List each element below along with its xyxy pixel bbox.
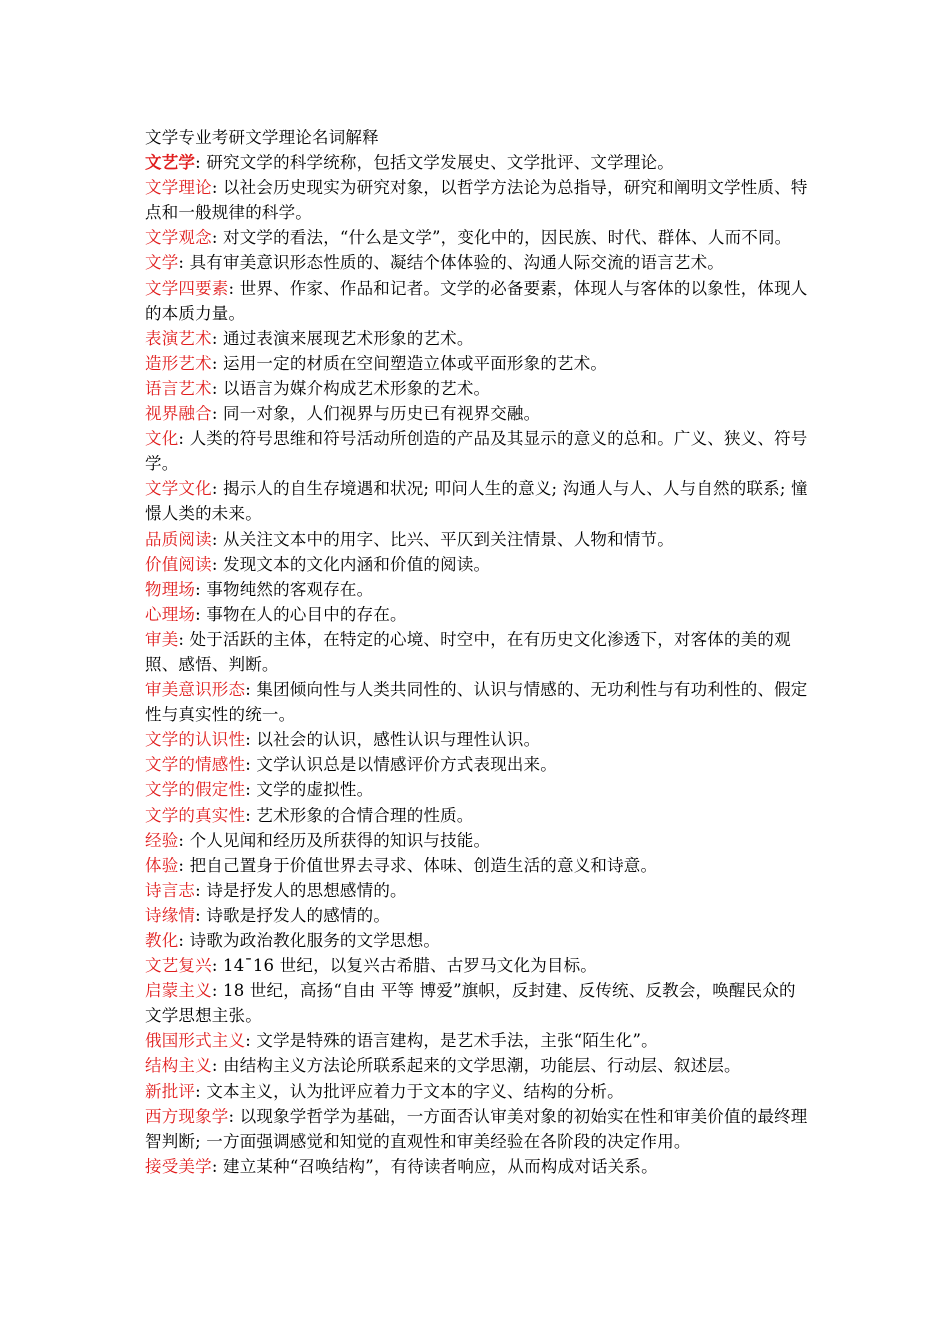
glossary-entry <box>145 803 810 828</box>
glossary-entry <box>145 903 810 928</box>
glossary-entry <box>145 175 810 225</box>
glossary-definition: : 以社会的认识，感性认识与理性认识。 <box>245 730 541 750</box>
glossary-term: 教化 <box>145 931 179 950</box>
glossary-definition: : 以社会历史现实为研究对象，以哲学方法论为总指导，研究和阐明文学性质、特点和一般规律的科学。 <box>145 178 808 223</box>
glossary-term: 文学观念 <box>145 228 212 248</box>
glossary-entry <box>145 326 810 351</box>
glossary-definition: : 对文学的看法，“什么是文学”，变化中的，因民族、时代、群体、人而不同。 <box>211 228 792 248</box>
glossary-term: 文化 <box>145 429 179 449</box>
glossary-definition: : 通过表演来展现艺术形象的艺术。 <box>211 328 474 348</box>
glossary-term: 价值阅读 <box>145 554 212 574</box>
glossary-term: 文学理论 <box>145 178 212 198</box>
glossary-term: 文学的假定性 <box>145 780 246 800</box>
glossary-definition: : 同一对象，人们视界与历史已有视界交融。 <box>211 404 541 424</box>
glossary-entry <box>145 225 810 250</box>
glossary-term: 启蒙主义 <box>145 981 212 1001</box>
glossary-definition: : 艺术形象的合情合理的性质。 <box>245 805 474 825</box>
glossary-term: 结构主义 <box>145 1056 212 1076</box>
glossary-term: 语言艺术 <box>145 378 212 398</box>
glossary-definition: : 诗歌是抒发人的感情的。 <box>195 905 391 925</box>
glossary-entry <box>145 978 810 1028</box>
glossary-definition: : 由结构主义方法论所联系起来的文学思潮，功能层、行动层、叙述层。 <box>211 1056 741 1076</box>
glossary-definition: : 文学的虚拟性。 <box>245 780 374 800</box>
glossary-definition: : 研究文学的科学统称，包括文学发展史、文学批评、文学理论。 <box>195 153 674 173</box>
glossary-list <box>145 150 810 1179</box>
glossary-term: 文学文化 <box>145 479 212 499</box>
glossary-term: 体验 <box>145 855 179 875</box>
glossary-definition: : 世界、作家、作品和记者。文学的必备要素，体现人与客体的以象性，体现人的本质力量。 <box>145 278 808 323</box>
glossary-definition: : 建立某种“召唤结构”，有待读者响应，从而构成对话关系。 <box>211 1156 658 1176</box>
glossary-entry <box>145 276 810 326</box>
glossary-entry <box>145 577 810 602</box>
glossary-definition: : 诗歌为政治教化服务的文学思想。 <box>178 931 441 950</box>
glossary-term: 审美 <box>145 629 179 649</box>
glossary-definition: : 从关注文本中的用字、比兴、平仄到关注情景、人物和情节。 <box>211 529 674 549</box>
glossary-entry <box>145 552 810 577</box>
glossary-entry <box>145 627 810 677</box>
document-title: 文学专业考研文学理论名词解释 <box>145 128 379 147</box>
glossary-entry <box>145 401 810 426</box>
glossary-term: 文艺复兴 <box>145 956 212 976</box>
glossary-term: 俄国形式主义 <box>145 1031 246 1051</box>
glossary-definition: : 诗是抒发人的思想感情的。 <box>195 880 407 900</box>
glossary-entry <box>145 1154 810 1179</box>
glossary-entry <box>145 1079 810 1104</box>
glossary-term: 文学四要素 <box>145 278 229 298</box>
glossary-entry <box>145 250 810 275</box>
glossary-definition: : 具有审美意识形态性质的、凝结个体体验的、沟通人际交流的语言艺术。 <box>178 253 725 273</box>
glossary-term: 新批评 <box>145 1081 196 1101</box>
glossary-definition: : 以现象学哲学为基础，一方面否认审美对象的初始实在性和审美价值的最终理智判断; 一方面强调感觉和知觉的直观性和审美经验在各阶段的决定作用。 <box>145 1106 808 1151</box>
glossary-entry <box>145 602 810 627</box>
glossary-term: 心理场 <box>145 604 196 624</box>
glossary-term: 文艺学 <box>145 153 196 173</box>
glossary-term: 物理场 <box>145 579 196 599</box>
glossary-entry <box>145 1104 810 1154</box>
glossary-definition: : 处于活跃的主体，在特定的心境、时空中，在有历史文化渗透下，对客体的美的观照、感悟、判断。 <box>145 629 791 674</box>
glossary-entry <box>145 828 810 853</box>
glossary-definition: : 人类的符号思维和符号活动所创造的产品及其显示的意义的总和。广义、狭义、符号学。 <box>145 429 808 474</box>
glossary-definition: : 把自己置身于价值世界去寻求、体味、创造生活的意义和诗意。 <box>178 855 658 875</box>
glossary-definition: : 集团倾向性与人类共同性的、认识与情感的、无功利性与有功利性的、假定性与真实性的统一。 <box>145 680 808 725</box>
glossary-definition: : 14¯16 世纪，以复兴古希腊、古罗马文化为目标。 <box>211 956 598 976</box>
glossary-definition: : 发现文本的文化内涵和价值的阅读。 <box>211 554 491 574</box>
glossary-definition: : 文学是特殊的语言建构，是艺术手法，主张“陌生化”。 <box>245 1031 658 1051</box>
glossary-entry <box>145 1053 810 1078</box>
glossary-term: 文学的真实性 <box>145 805 246 825</box>
glossary-entry <box>145 853 810 878</box>
glossary-entry <box>145 677 810 727</box>
glossary-entry <box>145 928 810 953</box>
glossary-definition: : 运用一定的材质在空间塑造立体或平面形象的艺术。 <box>211 353 608 373</box>
glossary-term: 经验 <box>145 830 179 850</box>
glossary-definition: : 以语言为媒介构成艺术形象的艺术。 <box>211 378 491 398</box>
glossary-definition: : 文学认识总是以情感评价方式表现出来。 <box>245 755 558 775</box>
glossary-term: 视界融合 <box>145 404 212 424</box>
glossary-entry <box>145 376 810 401</box>
glossary-entry <box>145 150 810 175</box>
glossary-entry <box>145 953 810 978</box>
glossary-term: 接受美学 <box>145 1156 212 1176</box>
glossary-term: 造形艺术 <box>145 353 212 373</box>
glossary-term: 诗缘情 <box>145 905 196 925</box>
document-page <box>145 125 810 1179</box>
glossary-term: 文学的情感性 <box>145 755 246 775</box>
glossary-entry <box>145 1028 810 1053</box>
glossary-term: 表演艺术 <box>145 328 212 348</box>
glossary-definition: : 事物在人的心目中的存在。 <box>195 604 407 624</box>
glossary-term: 诗言志 <box>145 880 196 900</box>
glossary-term: 西方现象学 <box>145 1106 229 1126</box>
glossary-entry <box>145 426 810 476</box>
glossary-definition: : 18 世纪，高扬“自由 平等 博爱”旗帜，反封建、反传统、反教会，唤醒民众的文学思想主张。 <box>145 981 796 1026</box>
glossary-definition: : 文本主义，认为批评应着力于文本的字义、结构的分析。 <box>195 1081 624 1101</box>
glossary-entry <box>145 752 810 777</box>
glossary-entry <box>145 878 810 903</box>
glossary-term: 文学 <box>145 253 179 273</box>
glossary-entry <box>145 351 810 376</box>
glossary-entry <box>145 476 810 526</box>
glossary-entry <box>145 777 810 802</box>
glossary-term: 品质阅读 <box>145 529 212 549</box>
glossary-term: 文学的认识性 <box>145 730 246 750</box>
glossary-entry <box>145 727 810 752</box>
glossary-definition: : 揭示人的自生存境遇和状况; 叩问人生的意义; 沟通人与人、人与自然的联系; 憧憬人类的未来。 <box>145 479 808 524</box>
glossary-term: 审美意识形态 <box>145 680 246 700</box>
glossary-entry <box>145 527 810 552</box>
glossary-definition: : 事物纯然的客观存在。 <box>195 579 374 599</box>
glossary-definition: : 个人见闻和经历及所获得的知识与技能。 <box>178 830 491 850</box>
